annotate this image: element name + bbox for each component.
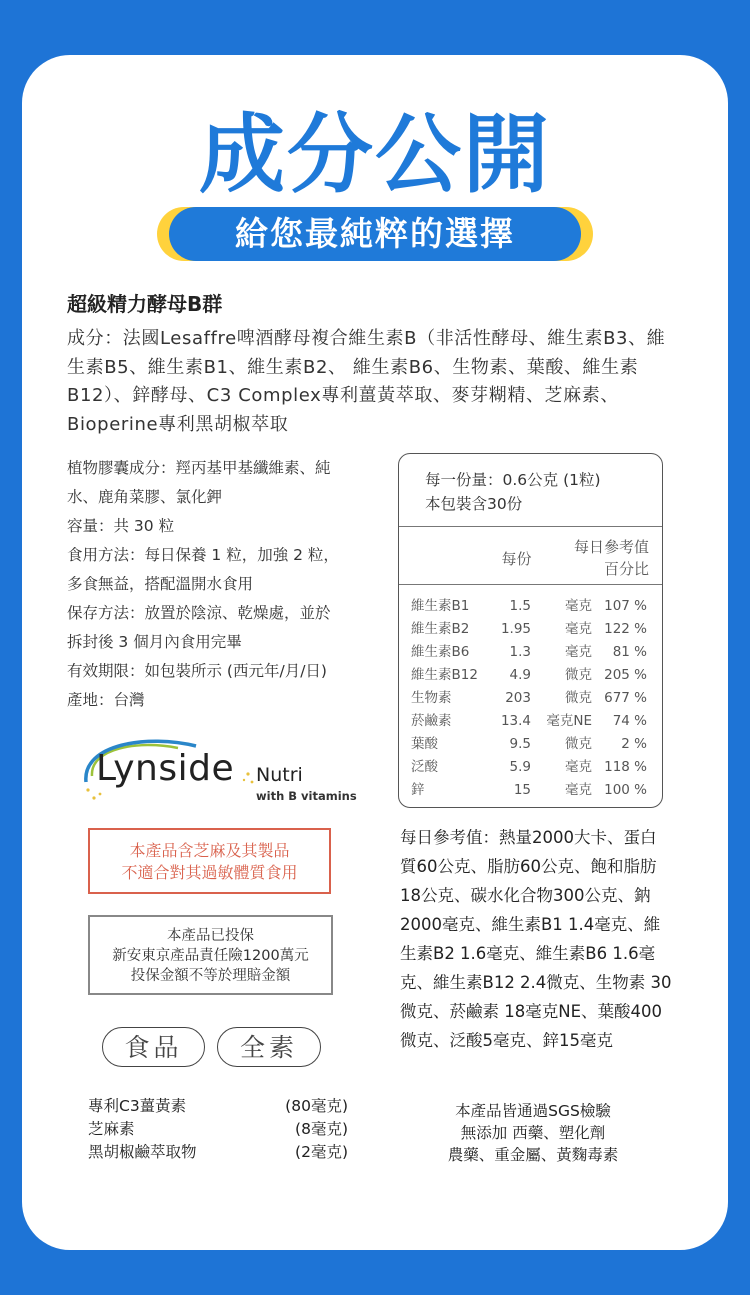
patent-amount: (80毫克)	[285, 1097, 348, 1115]
nutrient-name: 泛酸	[411, 759, 438, 775]
nutrient-unit: 毫克	[565, 598, 592, 614]
table-row	[399, 594, 662, 618]
logo-nutri: Nutri	[256, 764, 303, 786]
lynside-logo	[78, 738, 368, 808]
nutrient-value: 5.9	[509, 759, 531, 775]
nutrient-name: 葉酸	[411, 736, 438, 752]
nutrient-name: 維生素B2	[411, 621, 470, 637]
insurance-line: 新安東京產品責任險1200萬元	[112, 948, 309, 964]
nutrient-value: 203	[505, 690, 531, 706]
insurance-line: 投保金額不等於理賠金額	[130, 968, 291, 984]
sgs-line: 無添加 西藥、塑化劑	[460, 1124, 606, 1142]
food-badge: 食品	[102, 1027, 205, 1067]
table-row	[399, 732, 662, 756]
logo-tagline: with B vitamins	[256, 789, 357, 803]
servings-per-pack: 本包裝含30份	[425, 495, 523, 513]
table-row	[399, 709, 662, 733]
sgs-line: 本產品皆通過SGS檢驗	[455, 1102, 611, 1120]
nutrient-name: 維生素B12	[411, 667, 478, 683]
nutrient-pct: 81 %	[612, 644, 647, 660]
nutrient-value: 4.9	[509, 667, 531, 683]
nutrient-unit: 微克	[565, 736, 592, 752]
nutrient-name: 鋅	[411, 782, 425, 798]
vegan-badge: 全素	[217, 1027, 321, 1067]
nutrient-value: 15	[513, 782, 531, 798]
column-header-per-serving: 每份	[501, 550, 532, 568]
nutrient-pct: 100 %	[604, 782, 647, 798]
nutrient-name: 菸鹼素	[411, 713, 452, 729]
header-line: 百分比	[603, 560, 649, 578]
info-line: 有效期限：如包裝所示 (西元年/月/日)	[67, 662, 327, 680]
product-name: 超級精力酵母B群	[67, 292, 223, 316]
nutrient-unit: 微克	[565, 690, 592, 706]
serving-info	[425, 468, 601, 516]
nutrient-name: 維生素B1	[411, 598, 470, 614]
info-line: 產地：台灣	[67, 691, 145, 709]
sgs-line: 農藥、重金屬、黃麴毒素	[447, 1146, 619, 1164]
logo-wordmark: Lynside	[96, 748, 235, 789]
subtitle-text: 給您最純粹的選擇	[169, 207, 581, 261]
patent-amount: (2毫克)	[295, 1143, 348, 1161]
nutrient-unit: 微克	[565, 667, 592, 683]
warning-line: 本產品含芝麻及其製品	[129, 841, 290, 860]
nutrient-unit: 毫克	[565, 621, 592, 637]
info-line: 植物膠囊成分：羥丙基甲基纖維素、純	[67, 459, 331, 477]
info-line: 保存方法：放置於陰涼、乾燥處，並於	[67, 604, 331, 622]
nutrient-pct: 677 %	[604, 690, 647, 706]
table-row	[399, 755, 662, 779]
patent-ingredients	[88, 1095, 348, 1164]
warning-line: 不適合對其過敏體質食用	[121, 863, 298, 882]
table-row	[399, 663, 662, 687]
nutrient-value: 9.5	[509, 736, 531, 752]
nutrient-unit: 毫克	[565, 644, 592, 660]
nutrient-pct: 118 %	[604, 759, 647, 775]
table-row	[399, 617, 662, 641]
nutrient-unit: 毫克NE	[546, 713, 592, 729]
info-line: 食用方法：每日保養 1 粒，加強 2 粒，	[67, 546, 339, 564]
nutrient-pct: 205 %	[604, 667, 647, 683]
info-line: 容量：共 30 粒	[67, 517, 175, 535]
table-divider	[399, 584, 662, 585]
table-divider	[399, 526, 662, 527]
nutrition-facts-table	[398, 453, 663, 808]
table-row	[399, 640, 662, 664]
nutrient-pct: 107 %	[604, 598, 647, 614]
nutrient-unit: 毫克	[565, 759, 592, 775]
serving-size: 每一份量：0.6公克 (1粒)	[425, 471, 601, 489]
insurance-notice	[88, 915, 333, 995]
patent-amount: (8毫克)	[295, 1120, 348, 1138]
list-item	[88, 1141, 348, 1164]
table-row	[399, 778, 662, 802]
subtitle-banner	[157, 207, 593, 261]
allergen-warning	[88, 828, 331, 894]
header-line: 每日參考值	[573, 538, 649, 556]
info-line: 多食無益，搭配溫開水食用	[67, 575, 254, 593]
table-row	[399, 686, 662, 710]
info-line: 水、鹿角菜膠、氯化鉀	[67, 488, 223, 506]
nutrient-name: 維生素B6	[411, 644, 470, 660]
patent-name: 專利C3薑黃素	[88, 1097, 187, 1115]
insurance-line: 本產品已投保	[167, 928, 254, 944]
nutrient-pct: 122 %	[604, 621, 647, 637]
nutrient-value: 1.5	[509, 598, 531, 614]
daily-reference-values: 每日參考值：熱量2000大卡、蛋白質60公克、脂肪60公克、飽和脂肪18公克、碳水化合物300公克、鈉2000毫克、維生素B1 1.4毫克、維生素B2 1.6毫克、維生素B6 1.6毫克、維生素B12 2.4微克、生物素 30微克、菸鹼素 18毫克NE、葉酸400微克、泛酸5毫克、鋅15毫克	[400, 828, 672, 1050]
column-header-daily-pct	[549, 536, 649, 580]
patent-name: 芝麻素	[88, 1120, 135, 1138]
patent-name: 黑胡椒鹼萃取物	[88, 1143, 197, 1161]
nutrient-value: 13.4	[500, 713, 531, 729]
list-item	[88, 1118, 348, 1141]
nutrient-value: 1.3	[509, 644, 531, 660]
nutrient-pct: 74 %	[612, 713, 647, 729]
list-item	[88, 1095, 348, 1118]
info-line: 拆封後 3 個月內食用完畢	[67, 633, 242, 651]
page-title: 成分公開	[199, 105, 551, 205]
nutrient-unit: 毫克	[565, 782, 592, 798]
product-info	[67, 454, 387, 715]
ingredients-text: 成分：法國Lesaffre啤酒酵母複合維生素B（非活性酵母、維生素B3、維生素B5、維生素B1、維生素B2、 維生素B6、生物素、葉酸、維生素B12）、鋅酵母、C3 Complex專利薑黃萃取、麥芽糊精、芝麻素、Bioperine專利黑胡椒萃取	[67, 328, 666, 435]
sgs-certification	[408, 1100, 658, 1166]
nutrient-pct: 2 %	[621, 736, 647, 752]
nutrient-name: 生物素	[411, 690, 452, 706]
nutrient-value: 1.95	[500, 621, 531, 637]
